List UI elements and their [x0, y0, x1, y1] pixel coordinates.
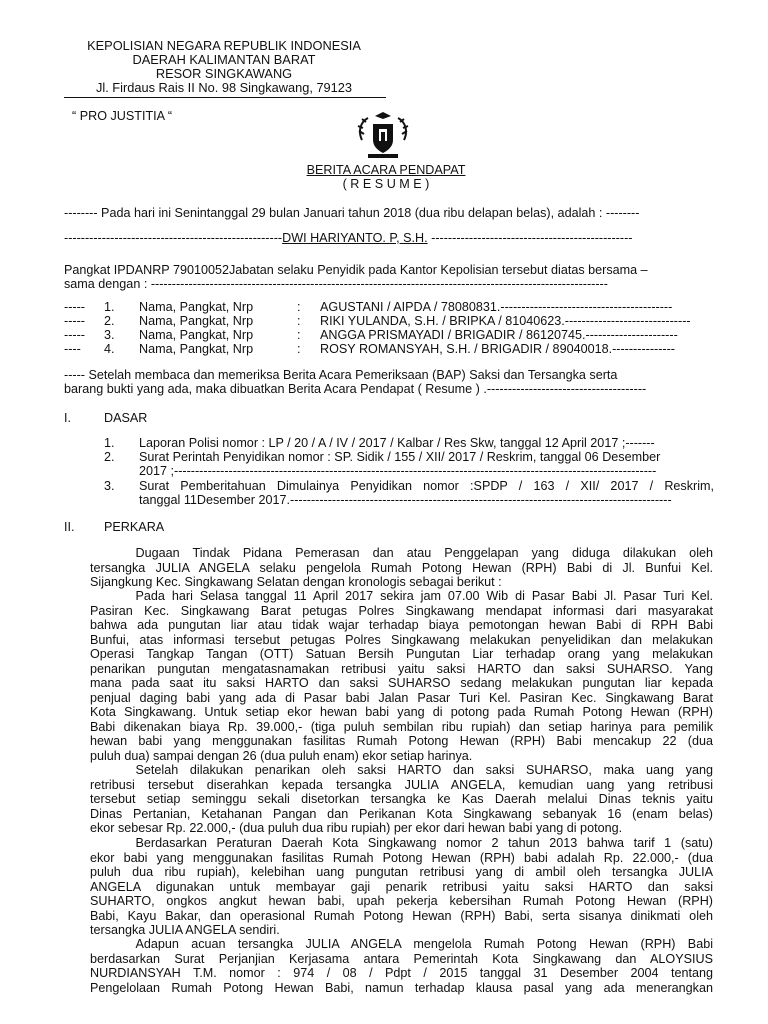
after-read-line-2: barang bukti yang ada, maka dibuatkan Berita Acara Pendapat ( Resume ) .--------------------------------------: [64, 382, 647, 396]
member-row-label: Nama, Pangkat, Nrp: [139, 342, 254, 356]
paragraph-line: puluh dua) sampai dengan 26 (dua puluh enam) ekor setiap harinya.: [90, 748, 473, 763]
member-row-colon: :: [297, 300, 301, 314]
officer-line: [64, 231, 714, 246]
paragraph-line: penarikan pungutan mengatasnamakan retribusi yaitu saksi HARTO dan saksi SUHARSO. Yang: [90, 661, 713, 676]
paragraph-line: Pada hari Selasa tanggal 11 April 2017 sekira jam 07.00 Wib di Pasar Babi Jl. Pasar Turi Kel.: [135, 589, 713, 603]
member-row-num: 3.: [104, 328, 115, 342]
pro-justitia: “ PRO JUSTITIA “: [72, 109, 173, 123]
header-line-region: DAERAH KALIMANTAN BARAT: [132, 52, 316, 67]
paragraph-line: Babi dikenakan biaya Rp. 39.000,- (tiga puluh sembilan ribu rupiah) dan setiap harinya para pemilik: [90, 719, 713, 734]
paragraph-line: Dinas Pertanian, Ketahanan Pangan dan Perikanan Kota Singkawang sebanyak 16 (enam belas): [90, 806, 713, 821]
paragraph-line: Pengelolaan Rumah Potong Hewan Babi, namun terhadap klausa pasal yang ada menerangkan: [90, 980, 713, 995]
paragraph-line: SUHARTO, ongkos angkut hewan babi, upah pekerja kebersihan Rumah Potong Hewan (RPH): [90, 894, 713, 908]
basis-item-line-cont: 2017 ;-------------------------------------------------------------------------------------------------------------------: [139, 464, 657, 478]
paragraph-line: ekor babi yang menggunakan fasilitas Rumah Potong Hewan (RPH) babi adalah Rp. 22.000,- (dua: [90, 850, 713, 865]
member-row-colon: :: [297, 342, 301, 356]
header-line-address: Jl. Firdaus Rais II No. 98 Singkawang, 79123: [95, 80, 353, 95]
paragraph-line: Dugaan Tindak Pidana Pemerasan dan atau Penggelapan yang diduga dilakukan oleh: [135, 546, 713, 560]
basis-item-number: 2.: [104, 450, 115, 464]
basis-item-line: Surat Pemberitahuan Dimulainya Penyidikan nomor :SPDP / 163 / XII/ 2017 / Reskrim,: [139, 479, 714, 493]
paragraph-line: bahwa ada pungutan liar atau tidak wajar terhadap biaya pemotongan hewan Babi di RPH Babi: [90, 618, 713, 632]
header-line-institution: KEPOLISIAN NEGARA REPUBLIK INDONESIA: [87, 38, 361, 53]
paragraph-line: tersangka JULIA ANGELA selaku pengelola Rumah Potong Hewan (RPH) Babi di Jl. Bunfui Kel.: [90, 560, 713, 575]
member-row-value: ROSY ROMANSYAH, S.H. / BRIGADIR / 89040018.---------------: [320, 342, 675, 356]
paragraph-line: NURDIANSYAH T.M. nomor : 974 / 08 / Pdpt / 2015 tanggal 31 Desember 2004 tentang: [90, 966, 713, 980]
after-read-line-1: ----- Setelah membaca dan memeriksa Berita Acara Pemeriksaan (BAP) Saksi dan Tersangka serta: [64, 368, 618, 382]
member-row-value: ANGGA PRISMAYADI / BRIGADIR / 86120745.----------------------: [320, 328, 678, 342]
basis-item-line-cont: tanggal 11Desember 2017.-------------------------------------------------------------------------------------------: [139, 493, 672, 507]
basis-item-number: 1.: [104, 436, 115, 450]
paragraph-line: puluh dua ribu rupiah), kelebihan uang pungutan retribusi yang di ambil oleh tersangka JULIA: [90, 865, 713, 879]
basis-item-line: Surat Perintah Penyidikan nomor : SP. Sidik / 155 / XII/ 2017 / Reskrim, tanggal 06 Desember: [139, 450, 661, 464]
member-row-label: Nama, Pangkat, Nrp: [139, 314, 254, 328]
paragraph-line: tersangka JULIA ANGELA sendiri.: [90, 923, 280, 937]
member-row-dash: -----: [64, 300, 85, 314]
paragraph: [90, 546, 713, 590]
paragraph-line: berdasarkan Surat Perjanjian Kerjasama antara Pemerintah Kota Singkawang dan ALOYSIUS: [90, 951, 713, 966]
officer-name: DWI HARIYANTO. P, S.H.: [282, 231, 428, 245]
member-row-num: 2.: [104, 314, 115, 328]
member-row-dash: -----: [64, 314, 85, 328]
paragraph-line: Berdasarkan Peraturan Daerah Kota Singkawang nomor 2 tahun 2013 bahwa tarif 1 (satu): [135, 836, 713, 850]
member-row-colon: :: [297, 328, 301, 342]
section-2-number: II.: [64, 520, 75, 534]
paragraph-line: ANGELA digunakan untuk membayar gaji penarik retribusi yaitu saksi HARTO dan saksi: [90, 879, 713, 894]
member-row-value: RIKI YULANDA, S.H. / BRIPKA / 81040623.------------------------------: [320, 314, 691, 328]
rank-line-1: Pangkat IPDANRP 79010052Jabatan selaku Penyidik pada Kantor Kepolisian tersebut diatas bersama –: [64, 263, 648, 277]
basis-item-number: 3.: [104, 479, 115, 493]
paragraph: [90, 836, 713, 938]
paragraph-line: Sijangkung Kec. Singkawang Selatan dengan kronologis sebagai berikut :: [90, 575, 502, 589]
member-row-dash: -----: [64, 328, 85, 342]
paragraph: [90, 937, 713, 995]
basis-item-line: Laporan Polisi nomor : LP / 20 / A / IV / 2017 / Kalbar / Res Skw, tanggal 12 April 2017 ;-------: [139, 436, 655, 450]
member-row-label: Nama, Pangkat, Nrp: [139, 300, 254, 314]
paragraph-line: Adapun acuan tersangka JULIA ANGELA mengelola Rumah Potong Hewan (RPH) Babi: [135, 937, 713, 951]
paragraph-line: Babi, Kayu Bakar, dan operasional Rumah Potong Hewan (RPH) Babi, serta sisanya dinikmati oleh: [90, 908, 713, 923]
member-row-label: Nama, Pangkat, Nrp: [139, 328, 254, 342]
opening-line: -------- Pada hari ini Senintanggal 29 bulan Januari tahun 2018 (dua ribu delapan belas), adalah : --------: [64, 206, 640, 220]
paragraph-line: mana pada saat itu saksi HARTO dan saksi SUHARSO sedang melakukan pungutan liar kepada: [90, 676, 713, 690]
paragraph: [90, 589, 713, 763]
document-title: BERITA ACARA PENDAPAT: [306, 163, 466, 177]
officer-dashes-left: ----------------------------------------------------: [64, 231, 283, 245]
member-row-num: 4.: [104, 342, 115, 356]
paragraph-line: Bunfui, atas informasi tersebut petugas Polres Singkawang melakukan penyelidikan dan melakukan: [90, 632, 713, 647]
paragraph-line: penjual daging babi yang ada di Pasar babi Jalan Pasar Turi Kel. Pasiran Kec. Singkawang Barat: [90, 690, 713, 705]
paragraph-line: Pasiran Kec. Singkawang Barat petugas Polres Singkawang mendapat informasi dari masyarakat: [90, 603, 713, 618]
member-row-colon: :: [297, 314, 301, 328]
paragraph-line: tersebut setiap seminggu sekali disetorkan tersangka ke Kas Daerah melalui Dinas teknis yaitu: [90, 792, 713, 806]
rank-line-2: sama dengan : -------------------------------------------------------------------------------------------------------------: [64, 277, 608, 291]
paragraph-line: Operasi Tangkap Tangan (OTT) Satuan Bersih Pungutan Liar terhadap orang yang melakukan: [90, 647, 713, 661]
section-2-title: PERKARA: [104, 520, 165, 534]
member-row-value: AGUSTANI / AIPDA / 78080831.-----------------------------------------: [320, 300, 673, 314]
paragraph-line: retribusi tersebut diserahkan kepada tersangka JULIA ANGELA, kemudian uang yang retribusi: [90, 777, 713, 792]
police-emblem-icon: [354, 110, 412, 160]
paragraph-line: ekor sebesar Rp. 22.000,- (dua puluh dua ribu rupiah) per ekor dari hewan babi yang di potong.: [90, 821, 623, 835]
paragraph-line: Setelah dilakukan penarikan oleh saksi HARTO dan saksi SUHARSO, maka uang yang: [135, 763, 713, 777]
paragraph-line: hewan babi yang menggunakan fasilitas Rumah Potong Hewan (RPH) Babi mencakup 22 (dua: [90, 734, 713, 748]
document-subtitle: ( R E S U M E ): [342, 177, 430, 191]
paragraph: [90, 763, 713, 836]
member-row-dash: ----: [64, 342, 81, 356]
section-1-title: DASAR: [104, 411, 148, 425]
paragraph-line: Kota Singkawang. Untuk setiap ekor hewan babi yang di potong pada Rumah Potong Hewan (RPH): [90, 705, 713, 719]
header-line-resort: RESOR SINGKAWANG: [155, 66, 293, 81]
member-row-num: 1.: [104, 300, 115, 314]
section-1-number: I.: [64, 411, 71, 425]
header-underline: [64, 97, 386, 98]
officer-dashes-right: ------------------------------------------------: [427, 231, 633, 245]
